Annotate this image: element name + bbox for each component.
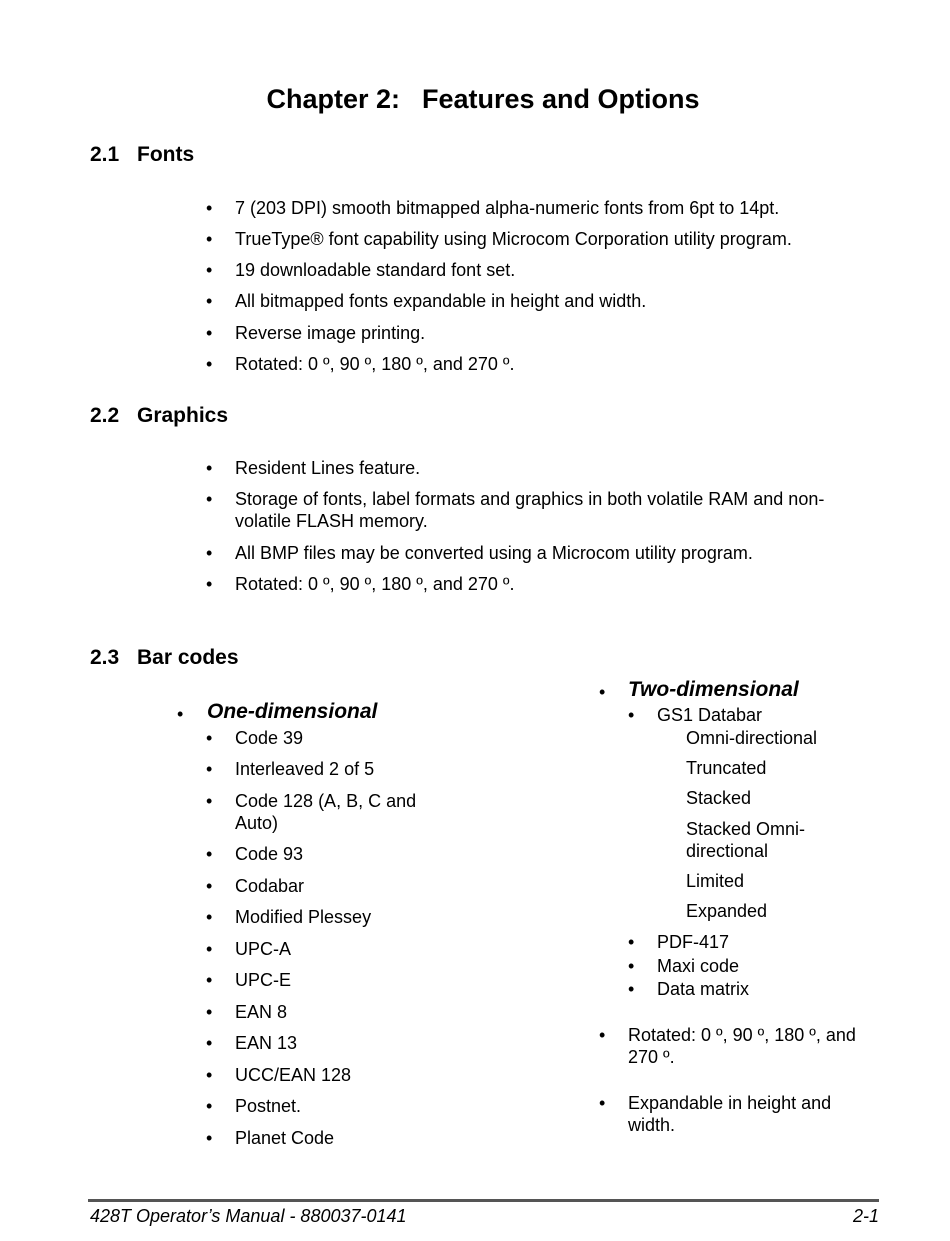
list-item: Postnet.: [235, 1096, 302, 1116]
bullet-icon: •: [206, 844, 213, 864]
sub-item: Stacked: [686, 788, 752, 808]
bullet-icon: •: [206, 489, 213, 509]
bullet-icon: •: [206, 970, 213, 990]
list-item: Code 93: [235, 844, 304, 864]
page-number: 2-1: [852, 1206, 879, 1226]
list-item: EAN 13: [235, 1033, 298, 1053]
section-number: 2.1: [90, 143, 120, 166]
footer-manual-title: 428T Operator’s Manual - 880037-0141: [90, 1206, 407, 1226]
bullet-icon: •: [628, 956, 635, 976]
list-item: Rotated: 0 º, 90 º, 180 º, and 270 º.: [235, 354, 515, 374]
list-item: Codabar: [235, 876, 305, 896]
list-item: UPC-E: [235, 970, 292, 990]
bullet-icon: •: [206, 574, 213, 594]
sub-item: Limited: [686, 871, 745, 891]
section-heading-fonts: [90, 143, 194, 167]
list-item: TrueType® font capability using Microcom Corporation utility program.: [235, 229, 792, 249]
sub-item: Expanded: [686, 901, 768, 921]
list-item: All bitmapped fonts expandable in height and width.: [235, 291, 647, 311]
one-dimensional-heading: One-dimensional: [207, 700, 378, 723]
bullet-icon: •: [206, 1002, 213, 1022]
list-item: 19 downloadable standard font set.: [235, 260, 516, 280]
list-item: PDF-417: [657, 932, 730, 952]
bullet-icon: •: [599, 682, 606, 702]
section-number: 2.2: [90, 404, 120, 427]
list-item: UCC/EAN 128: [235, 1065, 352, 1085]
bullet-icon: •: [206, 323, 213, 343]
list-item: Rotated: 0 º, 90 º, 180 º, and: [628, 1025, 856, 1045]
section-heading-barcodes: [90, 646, 239, 670]
list-item: Storage of fonts, label formats and graphics in both volatile RAM and non-: [235, 489, 825, 509]
section-title: Bar codes: [137, 646, 239, 669]
bullet-icon: •: [206, 1128, 213, 1148]
bullet-icon: •: [206, 354, 213, 374]
sub-item-continued: directional: [686, 841, 769, 861]
bullet-icon: •: [206, 1096, 213, 1116]
bullet-icon: •: [206, 907, 213, 927]
list-item: Code 39: [235, 728, 304, 748]
section-title: Graphics: [137, 404, 229, 427]
list-item: All BMP files may be converted using a Microcom utility program.: [235, 543, 753, 563]
list-item: UPC-A: [235, 939, 292, 959]
sub-item: Stacked Omni-: [686, 819, 806, 839]
list-item-continued: 270 º.: [628, 1047, 675, 1067]
bullet-icon: •: [206, 791, 213, 811]
list-item: GS1 Databar: [657, 705, 763, 725]
list-item: Modified Plessey: [235, 907, 372, 927]
section-heading-graphics: [90, 404, 228, 428]
list-item-continued: width.: [628, 1115, 676, 1135]
list-item: Resident Lines feature.: [235, 458, 421, 478]
bullet-icon: •: [206, 939, 213, 959]
bullet-icon: •: [206, 728, 213, 748]
section-number: 2.3: [90, 646, 120, 669]
footer-divider: [88, 1199, 879, 1202]
list-item: Interleaved 2 of 5: [235, 759, 375, 779]
list-item: Data matrix: [657, 979, 750, 999]
bullet-icon: •: [206, 260, 213, 280]
bullet-icon: •: [599, 1093, 606, 1113]
list-item-continued: volatile FLASH memory.: [235, 511, 428, 531]
sub-item: Truncated: [686, 758, 767, 778]
two-dimensional-heading: Two-dimensional: [628, 678, 799, 701]
bullet-icon: •: [206, 229, 213, 249]
bullet-icon: •: [206, 876, 213, 896]
bullet-icon: •: [599, 1025, 606, 1045]
list-item: EAN 8: [235, 1002, 288, 1022]
bullet-icon: •: [206, 198, 213, 218]
list-item: Expandable in height and: [628, 1093, 832, 1113]
bullet-icon: •: [206, 543, 213, 563]
list-item: Planet Code: [235, 1128, 335, 1148]
list-item: Rotated: 0 º, 90 º, 180 º, and 270 º.: [235, 574, 515, 594]
bullet-icon: •: [628, 705, 635, 725]
bullet-icon: •: [206, 1033, 213, 1053]
bullet-icon: •: [206, 759, 213, 779]
list-item-continued: Auto): [235, 813, 279, 833]
bullet-icon: •: [206, 291, 213, 311]
bullet-icon: •: [206, 1065, 213, 1085]
list-item: 7 (203 DPI) smooth bitmapped alpha-numeric fonts from 6pt to 14pt.: [235, 198, 780, 218]
bullet-icon: •: [628, 979, 635, 999]
list-item: Maxi code: [657, 956, 740, 976]
bullet-icon: •: [177, 704, 184, 724]
list-item: Code 128 (A, B, C and: [235, 791, 417, 811]
bullet-icon: •: [206, 458, 213, 478]
sub-item: Omni-directional: [686, 728, 818, 748]
section-title: Fonts: [137, 143, 195, 166]
chapter-label: Chapter 2:: [266, 84, 400, 114]
bullet-icon: •: [628, 932, 635, 952]
list-item: Reverse image printing.: [235, 323, 426, 343]
chapter-title-text: Features and Options: [421, 84, 700, 114]
page-title: [0, 84, 950, 115]
